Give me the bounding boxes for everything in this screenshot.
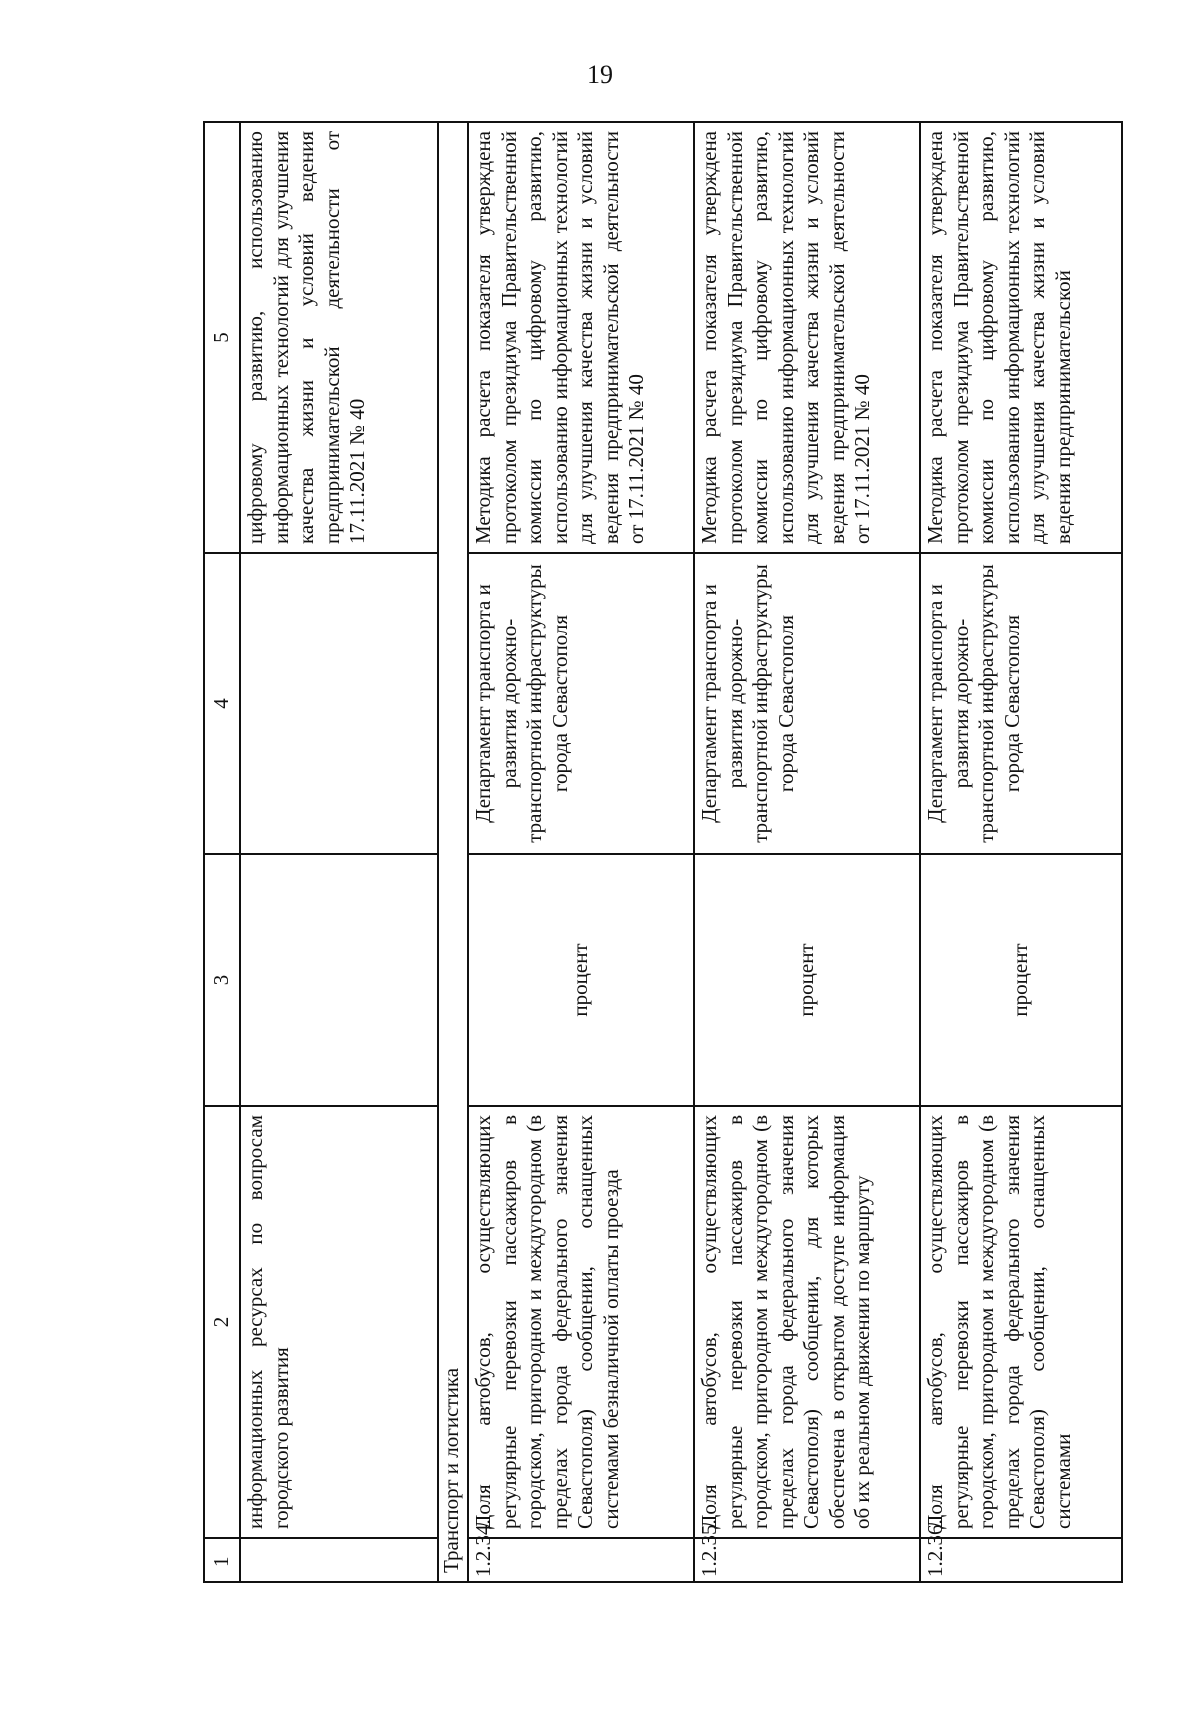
row-method: Методика расчета показателя утверждена протоколом президиума Правительственной комиссии по цифровому развитию, использованию информационных технологий для улучшения качества жизни и условий ведения предпринимательской деятельности от 17.11.2021 № 40 [468, 122, 694, 553]
continuation-unit [240, 854, 438, 1106]
row-responsible: Департамент транспорта и развития дорожно-транспортной инфраструктуры города Севастополя [468, 553, 694, 854]
row-responsible: Департамент транспорта и развития дорожно-транспортной инфраструктуры города Севастополя [920, 553, 1122, 854]
row-unit: процент [920, 854, 1122, 1106]
header-col-2: 2 [204, 1106, 240, 1538]
row-indicator: Доля автобусов, осуществляющих регулярные перевозки пассажиров в городском, пригородном и междугородном (в пределах города федерального значения Севастополя) сообщении, для которых обеспечена в открытом доступе информация об их реальном движении по маршруту [694, 1106, 920, 1538]
row-number: 1.2.36. [920, 1538, 1122, 1582]
header-col-3: 3 [204, 854, 240, 1106]
continuation-num [240, 1538, 438, 1582]
table-row [468, 122, 694, 1582]
continuation-row [240, 122, 438, 1582]
continuation-responsible [240, 553, 438, 854]
header-col-5: 5 [204, 122, 240, 553]
row-method: Методика расчета показателя утверждена протоколом президиума Правительственной комиссии по цифровому развитию, использованию информационных технологий для улучшения качества жизни и условий ведения предпринимательской деятельности от 17.11.2021 № 40 [694, 122, 920, 553]
row-indicator: Доля автобусов, осуществляющих регулярные перевозки пассажиров в городском, пригородном и междугородном (в пределах города федерального значения Севастополя) сообщении, оснащенных системами безналичной оплаты проезда [468, 1106, 694, 1538]
section-row [438, 122, 468, 1582]
section-title: Транспорт и логистика [438, 122, 468, 1582]
header-col-1: 1 [204, 1538, 240, 1582]
row-indicator: Доля автобусов, осуществляющих регулярные перевозки пассажиров в городском, пригородном и междугородном (в пределах города федерального значения Севастополя) сообщении, оснащенных системами [920, 1106, 1122, 1538]
row-unit: процент [694, 854, 920, 1106]
header-row [204, 122, 240, 1582]
continuation-method: цифровому развитию, использованию информационных технологий для улучшения качества жизни и условий ведения предпринимательской деятельности от 17.11.2021 № 40 [240, 122, 438, 553]
header-col-4: 4 [204, 553, 240, 854]
table-row [694, 122, 920, 1582]
indicators-table [203, 121, 1123, 1583]
row-unit: процент [468, 854, 694, 1106]
rotated-table-container [203, 123, 1131, 1583]
row-method: Методика расчета показателя утверждена протоколом президиума Правительственной комиссии по цифровому развитию, использованию информационных технологий для улучшения качества жизни и условий ведения предпринимательской [920, 122, 1122, 553]
table-row [920, 122, 1122, 1582]
row-number: 1.2.34. [468, 1538, 694, 1582]
page-number: 19 [587, 60, 613, 89]
row-number: 1.2.35. [694, 1538, 920, 1582]
continuation-indicator: информационных ресурсах по вопросам городского развития [240, 1106, 438, 1538]
row-responsible: Департамент транспорта и развития дорожно-транспортной инфраструктуры города Севастополя [694, 553, 920, 854]
